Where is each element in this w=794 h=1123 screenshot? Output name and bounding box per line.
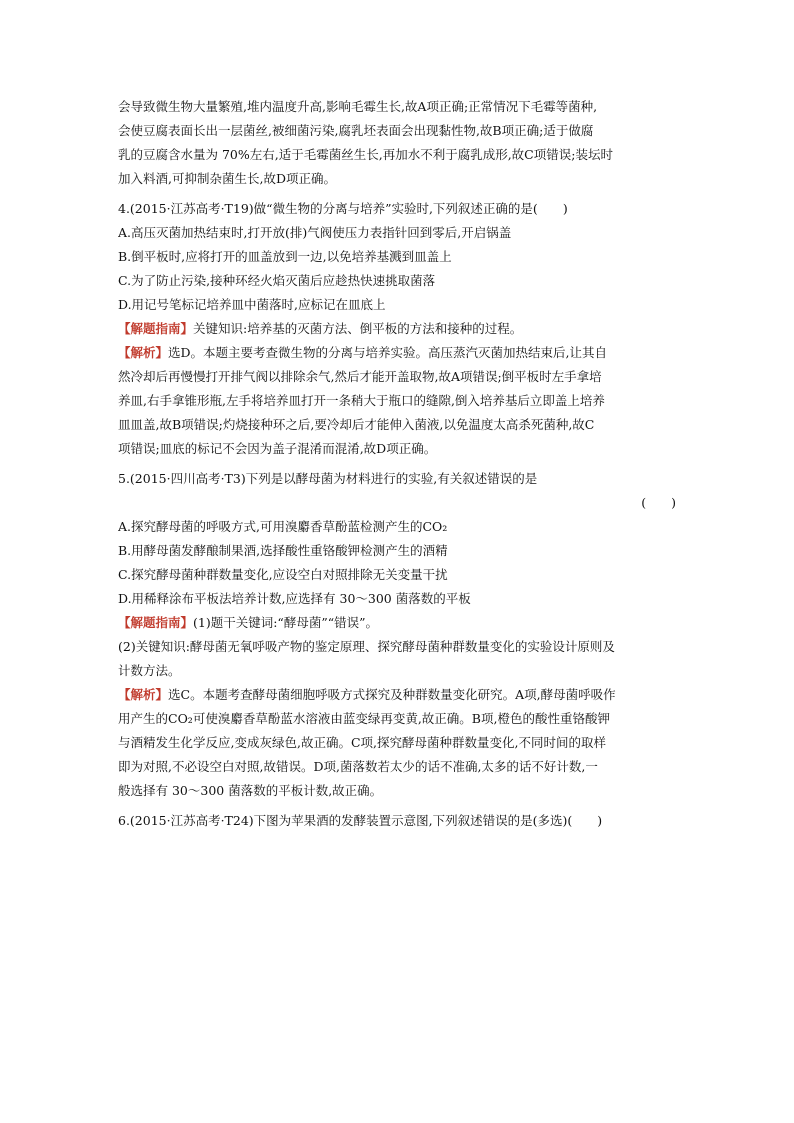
analysis-text: 选D。本题主要考查微生物的分离与培养实验。高压蒸汽灭菌加热结束后,让其自 (168, 345, 608, 360)
analysis-text: 选C。本题考查酵母菌细胞呼吸方式探究及种群数量变化研究。A项,酵母菌呼吸作 (168, 687, 616, 702)
option-d: D.用记号笔标记培养皿中菌落时,应标记在皿底上 (118, 297, 386, 312)
analysis-line (118, 683, 678, 707)
text-line: 然冷却后再慢慢打开排气阀以排除余气,然后才能开盖取物,故A项错误;倒平板时左手拿培 (118, 369, 602, 384)
question-stem: 6.(2015·江苏高考·T24)下图为苹果酒的发酵装置示意图,下列叙述错误的是(多选)( ) (118, 813, 603, 828)
text-line: 乳的豆腐含水量为 70%左右,适于毛霉菌丝生长,再加水不利于腐乳成形,故C项错误;装坛时 (118, 147, 613, 162)
option-a: A.高压灭菌加热结束时,打开放(排)气阀使压力表指针回到零后,开启锅盖 (118, 225, 512, 240)
analysis-tag: 【解析】 (118, 687, 169, 702)
answer-bracket: ( ) (641, 495, 676, 510)
intro-paragraph (118, 95, 678, 191)
guide-line (118, 611, 678, 635)
text-line: 养皿,右手拿锥形瓶,左手将培养皿打开一条稍大于瓶口的缝隙,倒入培养基后立即盖上培养 (118, 393, 605, 408)
text-line: 般选择有 30～300 菌落数的平板计数,故正确。 (118, 783, 383, 798)
analysis-line (118, 341, 678, 365)
option-a: A.探究酵母菌的呼吸方式,可用溴麝香草酚蓝检测产生的CO₂ (118, 519, 448, 534)
guide-tag: 【解题指南】 (118, 615, 194, 630)
option-c: C.探究酵母菌种群数量变化,应设空白对照排除无关变量干扰 (118, 567, 448, 582)
guide-text: (1)题干关键词:“酵母菌”“错误”。 (193, 615, 378, 630)
question-4 (118, 197, 678, 461)
text-line: 皿皿盖,故B项错误;灼烧接种环之后,要冷却后才能伸入菌液,以免温度太高杀死菌种,故C (118, 417, 595, 432)
document-page (118, 95, 678, 833)
option-b: B.用酵母菌发酵酿制果酒,选择酸性重铬酸钾检测产生的酒精 (118, 543, 448, 558)
question-stem: 4.(2015·江苏高考·T19)做“微生物的分离与培养”实验时,下列叙述正确的是( ) (118, 201, 568, 216)
text-line: 与酒精发生化学反应,变成灰绿色,故正确。C项,探究酵母菌种群数量变化,不同时间的取样 (118, 735, 606, 750)
text-line: 会使豆腐表面长出一层菌丝,被细菌污染,腐乳坯表面会出现黏性物,故B项正确;适于做腐 (118, 123, 594, 138)
guide-text: 关键知识:培养基的灭菌方法、倒平板的方法和接种的过程。 (193, 321, 523, 336)
guide-line (118, 317, 678, 341)
guide-tag: 【解题指南】 (118, 321, 194, 336)
question-stem: 5.(2015·四川高考·T3)下列是以酵母菌为材料进行的实验,有关叙述错误的是 (118, 471, 538, 486)
option-c: C.为了防止污染,接种环经火焰灭菌后应趁热快速挑取菌落 (118, 273, 436, 288)
question-5 (118, 467, 678, 803)
text-line: 即为对照,不必设空白对照,故错误。D项,菌落数若太少的话不准确,太多的话不好计数,一 (118, 759, 598, 774)
option-b: B.倒平板时,应将打开的皿盖放到一边,以免培养基溅到皿盖上 (118, 249, 452, 264)
text-line: 计数方法。 (118, 663, 181, 678)
text-line: 项错误;皿底的标记不会因为盖子混淆而混淆,故D项正确。 (118, 441, 437, 456)
option-d: D.用稀释涂布平板法培养计数,应选择有 30～300 菌落数的平板 (118, 591, 471, 606)
question-6 (118, 809, 678, 833)
text-line: 用产生的CO₂可使溴麝香草酚蓝水溶液由蓝变绿再变黄,故正确。B项,橙色的酸性重铬酸钾 (118, 711, 610, 726)
text-line: 会导致微生物大量繁殖,堆内温度升高,影响毛霉生长,故A项正确;正常情况下毛霉等菌种, (118, 99, 598, 114)
text-line: (2)关键知识:酵母菌无氧呼吸产物的鉴定原理、探究酵母菌种群数量变化的实验设计原则及 (118, 639, 615, 654)
text-line: 加入料酒,可抑制杂菌生长,故D项正确。 (118, 171, 336, 186)
analysis-tag: 【解析】 (118, 345, 169, 360)
